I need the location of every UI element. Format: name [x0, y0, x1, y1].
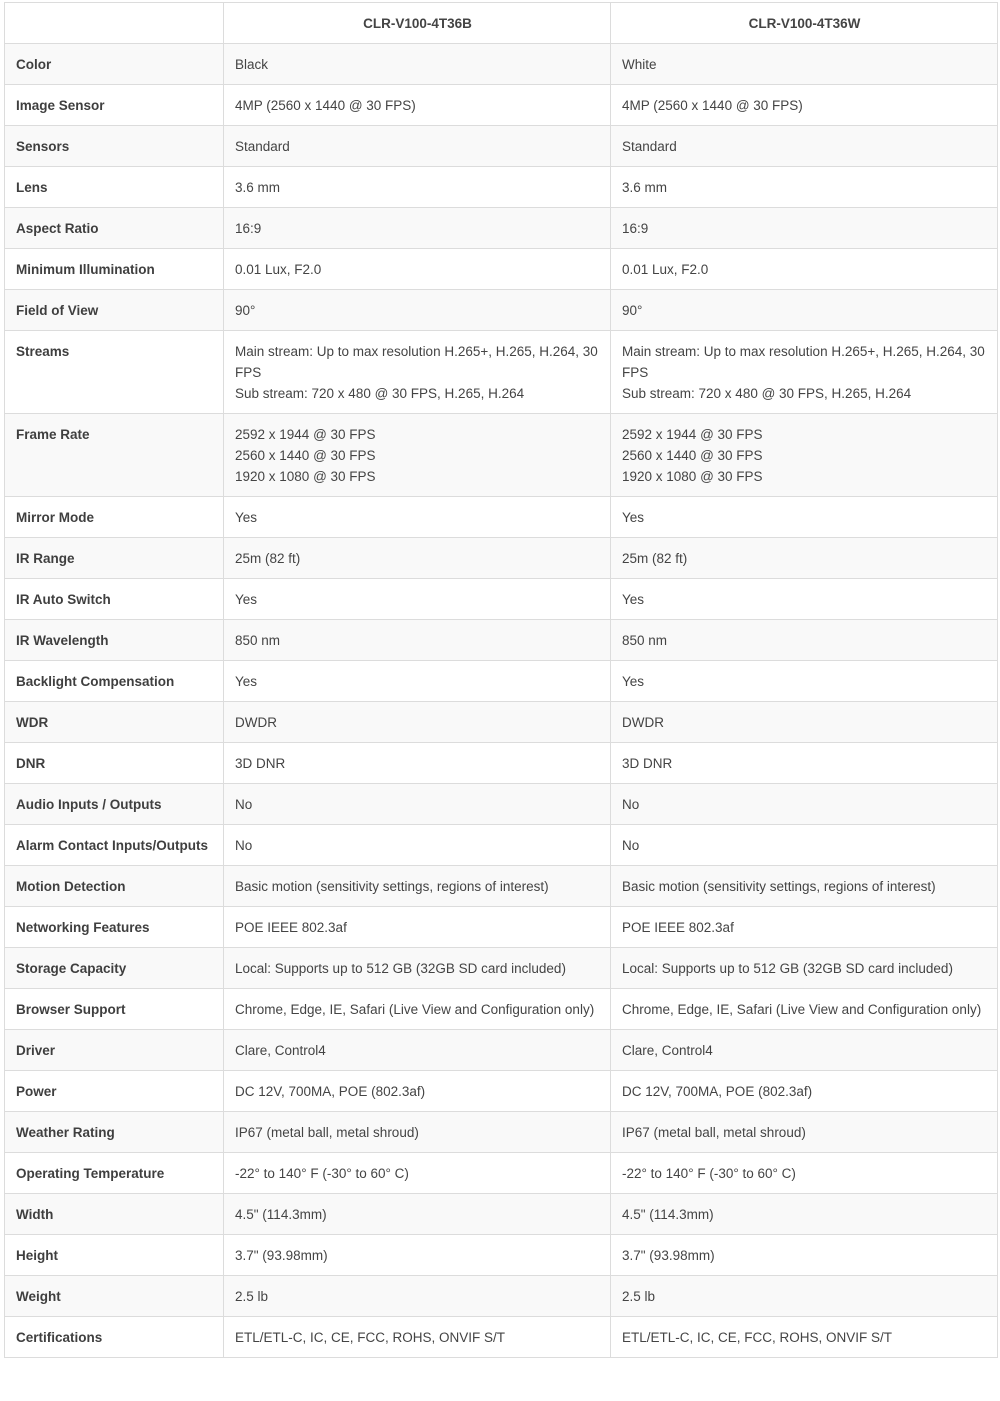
model-a-value: [224, 825, 611, 866]
model-a-value: [224, 907, 611, 948]
value-line: 2560 x 1440 @ 30 FPS: [235, 448, 376, 463]
row-label: Power: [5, 1071, 224, 1112]
value-line: 1920 x 1080 @ 30 FPS: [622, 469, 763, 484]
value-line: No: [235, 838, 253, 853]
row-label: Sensors: [5, 126, 224, 167]
model-a-value: [224, 1317, 611, 1358]
value-line: White: [622, 57, 657, 72]
value-line: ETL/ETL-C, IC, CE, FCC, ROHS, ONVIF S/T: [622, 1330, 893, 1345]
value-line: Chrome, Edge, IE, Safari (Live View and Configuration only): [622, 1002, 982, 1017]
model-a-value: [224, 126, 611, 167]
value-line: Yes: [235, 674, 258, 689]
model-b-value: [611, 1030, 998, 1071]
value-line: Clare, Control4: [622, 1043, 713, 1058]
header-label-cell: [5, 3, 224, 44]
model-a-value: [224, 167, 611, 208]
row-label: Browser Support: [5, 989, 224, 1030]
model-a-value: [224, 414, 611, 497]
value-line: 2.5 lb: [235, 1289, 269, 1304]
model-a-value: [224, 784, 611, 825]
table-row: [5, 126, 998, 167]
table-header: [5, 3, 998, 44]
value-line: Standard: [622, 139, 677, 154]
row-label: Streams: [5, 331, 224, 414]
model-a-value: [224, 1071, 611, 1112]
row-label: DNR: [5, 743, 224, 784]
model-b-value: [611, 249, 998, 290]
header-model-a: CLR-V100-4T36B: [224, 3, 611, 44]
table-row: [5, 1112, 998, 1153]
model-a-value: [224, 331, 611, 414]
table-body: [5, 44, 998, 1358]
row-label: Weather Rating: [5, 1112, 224, 1153]
model-b-value: [611, 1317, 998, 1358]
value-line: 850 nm: [235, 633, 281, 648]
row-label: Height: [5, 1235, 224, 1276]
value-line: Local: Supports up to 512 GB (32GB SD card included): [235, 961, 566, 976]
row-label: Storage Capacity: [5, 948, 224, 989]
value-line: DWDR: [235, 715, 277, 730]
value-line: Yes: [235, 510, 258, 525]
model-b-value: [611, 1112, 998, 1153]
value-line: 2592 x 1944 @ 30 FPS: [622, 427, 763, 442]
value-line: Standard: [235, 139, 290, 154]
model-b-value: [611, 290, 998, 331]
spec-comparison-table: [4, 2, 998, 1358]
value-line: Clare, Control4: [235, 1043, 326, 1058]
value-line: POE IEEE 802.3af: [622, 920, 734, 935]
table-row: [5, 208, 998, 249]
row-label: Weight: [5, 1276, 224, 1317]
model-b-value: [611, 661, 998, 702]
table-row: [5, 948, 998, 989]
model-a-value: [224, 948, 611, 989]
value-line: No: [622, 797, 640, 812]
table-row: [5, 414, 998, 497]
value-line: 25m (82 ft): [235, 551, 301, 566]
table-row: [5, 1317, 998, 1358]
table-row: [5, 85, 998, 126]
value-line: 2592 x 1944 @ 30 FPS: [235, 427, 376, 442]
table-row: [5, 743, 998, 784]
table-row: [5, 331, 998, 414]
table-row: [5, 907, 998, 948]
model-b-value: [611, 620, 998, 661]
row-label: Backlight Compensation: [5, 661, 224, 702]
value-line: Sub stream: 720 x 480 @ 30 FPS, H.265, H.264: [622, 386, 912, 401]
value-line: Chrome, Edge, IE, Safari (Live View and Configuration only): [235, 1002, 595, 1017]
model-b-value: [611, 1235, 998, 1276]
value-line: 90°: [622, 303, 643, 318]
table-row: [5, 167, 998, 208]
row-label: Networking Features: [5, 907, 224, 948]
value-line: Yes: [622, 592, 645, 607]
row-label: Motion Detection: [5, 866, 224, 907]
table-row: [5, 825, 998, 866]
value-line: Local: Supports up to 512 GB (32GB SD card included): [622, 961, 953, 976]
model-a-value: [224, 1235, 611, 1276]
value-line: DC 12V, 700MA, POE (802.3af): [235, 1084, 426, 1099]
value-line: 90°: [235, 303, 256, 318]
table-row: [5, 1030, 998, 1071]
model-b-value: [611, 1153, 998, 1194]
value-line: No: [622, 838, 640, 853]
table-row: [5, 249, 998, 290]
model-b-value: [611, 579, 998, 620]
table-row: [5, 1153, 998, 1194]
value-line: 3.7" (93.98mm): [622, 1248, 715, 1263]
value-line: -22° to 140° F (-30° to 60° C): [235, 1166, 409, 1181]
model-b-value: [611, 208, 998, 249]
value-line: Basic motion (sensitivity settings, regions of interest): [622, 879, 936, 894]
model-b-value: [611, 126, 998, 167]
header-row: [5, 3, 998, 44]
model-a-value: [224, 866, 611, 907]
value-line: IP67 (metal ball, metal shroud): [622, 1125, 806, 1140]
model-b-value: [611, 497, 998, 538]
value-line: 16:9: [235, 221, 262, 236]
row-label: Aspect Ratio: [5, 208, 224, 249]
row-label: Operating Temperature: [5, 1153, 224, 1194]
model-a-value: [224, 1153, 611, 1194]
row-label: IR Range: [5, 538, 224, 579]
model-a-value: [224, 661, 611, 702]
model-b-value: [611, 825, 998, 866]
value-line: 3.7" (93.98mm): [235, 1248, 328, 1263]
model-b-value: [611, 414, 998, 497]
model-b-value: [611, 538, 998, 579]
model-a-value: [224, 702, 611, 743]
model-b-value: [611, 44, 998, 85]
model-b-value: [611, 702, 998, 743]
table-row: [5, 620, 998, 661]
model-a-value: [224, 249, 611, 290]
value-line: 2560 x 1440 @ 30 FPS: [622, 448, 763, 463]
table-row: [5, 661, 998, 702]
value-line: -22° to 140° F (-30° to 60° C): [622, 1166, 796, 1181]
table-row: [5, 784, 998, 825]
model-a-value: [224, 85, 611, 126]
value-line: Sub stream: 720 x 480 @ 30 FPS, H.265, H.264: [235, 386, 525, 401]
model-a-value: [224, 1276, 611, 1317]
row-label: Image Sensor: [5, 85, 224, 126]
value-line: 25m (82 ft): [622, 551, 688, 566]
table-row: [5, 1194, 998, 1235]
value-line: ETL/ETL-C, IC, CE, FCC, ROHS, ONVIF S/T: [235, 1330, 506, 1345]
row-label: Minimum Illumination: [5, 249, 224, 290]
table-row: [5, 989, 998, 1030]
row-label: IR Auto Switch: [5, 579, 224, 620]
row-label: Alarm Contact Inputs/Outputs: [5, 825, 224, 866]
row-label: Certifications: [5, 1317, 224, 1358]
model-b-value: [611, 907, 998, 948]
model-a-value: [224, 538, 611, 579]
value-line: 0.01 Lux, F2.0: [235, 262, 322, 277]
row-label: Field of View: [5, 290, 224, 331]
value-line: Basic motion (sensitivity settings, regions of interest): [235, 879, 549, 894]
value-line: Yes: [622, 674, 645, 689]
row-label: Color: [5, 44, 224, 85]
model-a-value: [224, 579, 611, 620]
value-line: 3D DNR: [622, 756, 673, 771]
model-b-value: [611, 743, 998, 784]
value-line: 16:9: [622, 221, 649, 236]
row-label: Width: [5, 1194, 224, 1235]
row-label: Mirror Mode: [5, 497, 224, 538]
model-a-value: [224, 44, 611, 85]
model-b-value: [611, 1194, 998, 1235]
model-b-value: [611, 784, 998, 825]
model-b-value: [611, 866, 998, 907]
model-a-value: [224, 497, 611, 538]
row-label: Lens: [5, 167, 224, 208]
table-row: [5, 538, 998, 579]
value-line: 0.01 Lux, F2.0: [622, 262, 709, 277]
model-b-value: [611, 85, 998, 126]
row-label: Audio Inputs / Outputs: [5, 784, 224, 825]
table-row: [5, 290, 998, 331]
value-line: 4.5" (114.3mm): [622, 1207, 714, 1222]
model-a-value: [224, 290, 611, 331]
table-row: [5, 1235, 998, 1276]
model-a-value: [224, 743, 611, 784]
value-line: 3.6 mm: [622, 180, 668, 195]
table-row: [5, 579, 998, 620]
table-row: [5, 866, 998, 907]
value-line: Yes: [622, 510, 645, 525]
header-model-b: CLR-V100-4T36W: [611, 3, 998, 44]
value-line: DWDR: [622, 715, 664, 730]
model-b-value: [611, 1071, 998, 1112]
model-a-value: [224, 620, 611, 661]
model-a-value: [224, 1194, 611, 1235]
model-b-value: [611, 989, 998, 1030]
row-label: IR Wavelength: [5, 620, 224, 661]
table-row: [5, 702, 998, 743]
value-line: 1920 x 1080 @ 30 FPS: [235, 469, 376, 484]
value-line: IP67 (metal ball, metal shroud): [235, 1125, 419, 1140]
value-line: 850 nm: [622, 633, 668, 648]
value-line: DC 12V, 700MA, POE (802.3af): [622, 1084, 813, 1099]
value-line: No: [235, 797, 253, 812]
value-line: 4MP (2560 x 1440 @ 30 FPS): [622, 98, 803, 113]
table-row: [5, 1071, 998, 1112]
model-b-value: [611, 1276, 998, 1317]
value-line: POE IEEE 802.3af: [235, 920, 347, 935]
value-line: 4.5" (114.3mm): [235, 1207, 327, 1222]
table-row: [5, 44, 998, 85]
row-label: Frame Rate: [5, 414, 224, 497]
model-b-value: [611, 167, 998, 208]
value-line: 4MP (2560 x 1440 @ 30 FPS): [235, 98, 416, 113]
value-line: Black: [235, 57, 269, 72]
model-a-value: [224, 1030, 611, 1071]
model-a-value: [224, 208, 611, 249]
table-row: [5, 497, 998, 538]
model-b-value: [611, 331, 998, 414]
model-a-value: [224, 1112, 611, 1153]
value-line: 2.5 lb: [622, 1289, 656, 1304]
model-a-value: [224, 989, 611, 1030]
row-label: Driver: [5, 1030, 224, 1071]
table-row: [5, 1276, 998, 1317]
value-line: 3.6 mm: [235, 180, 281, 195]
value-line: Main stream: Up to max resolution H.265+, H.265, H.264, 30 FPS: [235, 344, 598, 380]
value-line: Main stream: Up to max resolution H.265+, H.265, H.264, 30 FPS: [622, 344, 985, 380]
row-label: WDR: [5, 702, 224, 743]
value-line: Yes: [235, 592, 258, 607]
model-b-value: [611, 948, 998, 989]
value-line: 3D DNR: [235, 756, 286, 771]
